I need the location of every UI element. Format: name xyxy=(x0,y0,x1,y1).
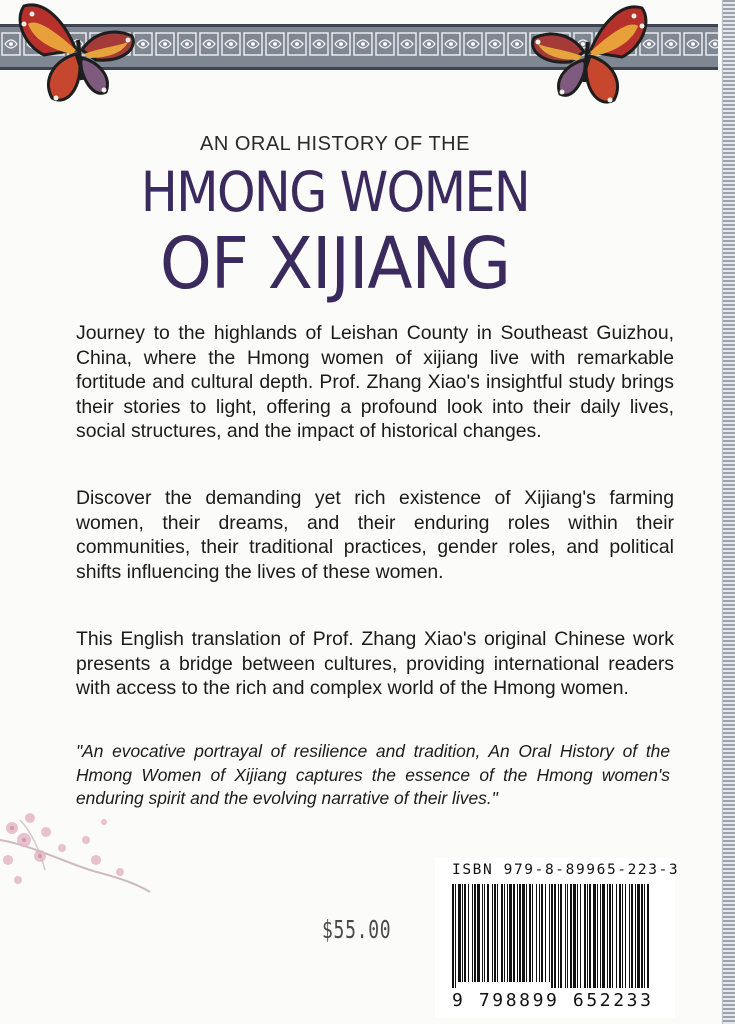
description-paragraph-1: Journey to the highlands of Leishan County in Southeast Guizhou, China, where the Hmong women of xijiang live with remarkable fortitude and cultural depth. Prof. Zhang Xiao's insightful study brings their stories to light, offering a profound look into their daily lives, social structures, and the impact of historical changes. xyxy=(76,322,674,442)
description-paragraph-3: This English translation of Prof. Zhang Xiao's original Chinese work presents a bridge between cultures, providing international readers with access to the rich and complex world of the Hmong women. xyxy=(76,628,674,699)
barcode-digits: 9 798899 652233 xyxy=(452,990,654,1011)
book-overline: AN ORAL HISTORY OF THE xyxy=(200,133,470,155)
title-line-1: HMONG WOMEN xyxy=(140,160,530,225)
review-quote: "An evocative portrayal of resilience and tradition, An Oral History of the Hmong Women of Xijiang captures the essence of the Hmong women's enduring spirit and the evolving narrative of their lives." xyxy=(76,741,670,808)
book-title xyxy=(100,160,570,306)
description-paragraph-2: Discover the demanding yet rich existence of Xijiang's farming women, their dreams, and their enduring roles within their communities, their traditional practices, gender roles, and political shifts influencing the lives of these women. xyxy=(76,487,674,583)
isbn-label: ISBN 979-8-89965-223-3 xyxy=(452,862,680,878)
spine-edge xyxy=(722,0,735,1024)
title-line-2: OF XIJIANG xyxy=(159,221,511,306)
barcode xyxy=(452,884,652,988)
butterfly-icon xyxy=(522,2,652,110)
butterfly-icon xyxy=(14,0,144,108)
blossom-branch-icon xyxy=(0,800,170,920)
price-sticker: $55.00 xyxy=(322,915,392,944)
